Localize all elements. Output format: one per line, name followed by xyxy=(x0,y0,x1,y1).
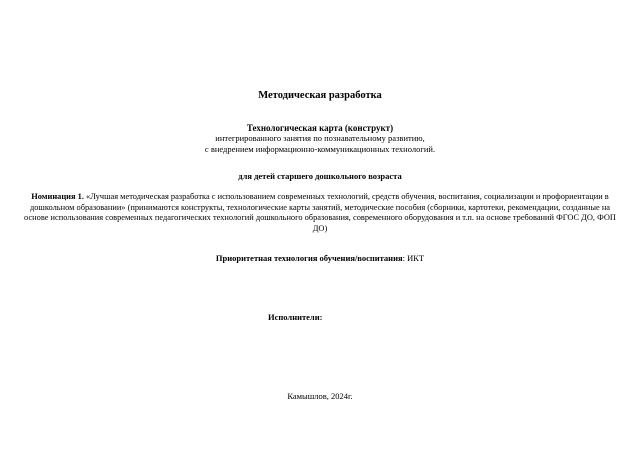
nomination-paragraph xyxy=(18,192,622,234)
tech-card-subtitle-2: с внедрением информационно-коммуникационных технологий. xyxy=(204,144,436,154)
priority-technology xyxy=(0,253,640,263)
nomination-label: Номинация 1. xyxy=(31,192,84,201)
document-title: Методическая разработка xyxy=(258,90,382,101)
age-group: для детей старшего дошкольного возраста xyxy=(238,171,402,181)
executors-label: Исполнители: xyxy=(268,312,323,322)
tech-card-title: Технологическая карта (конструкт) xyxy=(246,123,394,133)
place-year: Камышлов, 2024г. xyxy=(287,391,353,401)
priority-label: Приоритетная технология обучения/воспитания xyxy=(215,253,403,263)
priority-value: : ИКТ xyxy=(402,253,425,263)
tech-card-subtitle-1: интегрированного занятия по познавательному развитию, xyxy=(215,133,425,143)
nomination-text: «Лучшая методическая разработка с использованием современных технологий, средств обучения, воспитания, социализации и профориентации в дошкольном образовании» (принимаются конструкты, технологические карты занятий, методические пособия (сборники, картотеки, рекомендации, созданные на основе использования современных педагогических технологий дошкольного образования, современного оборудования и т.п. на основе требований ФГОС ДО, ФОП ДО) xyxy=(24,192,616,233)
